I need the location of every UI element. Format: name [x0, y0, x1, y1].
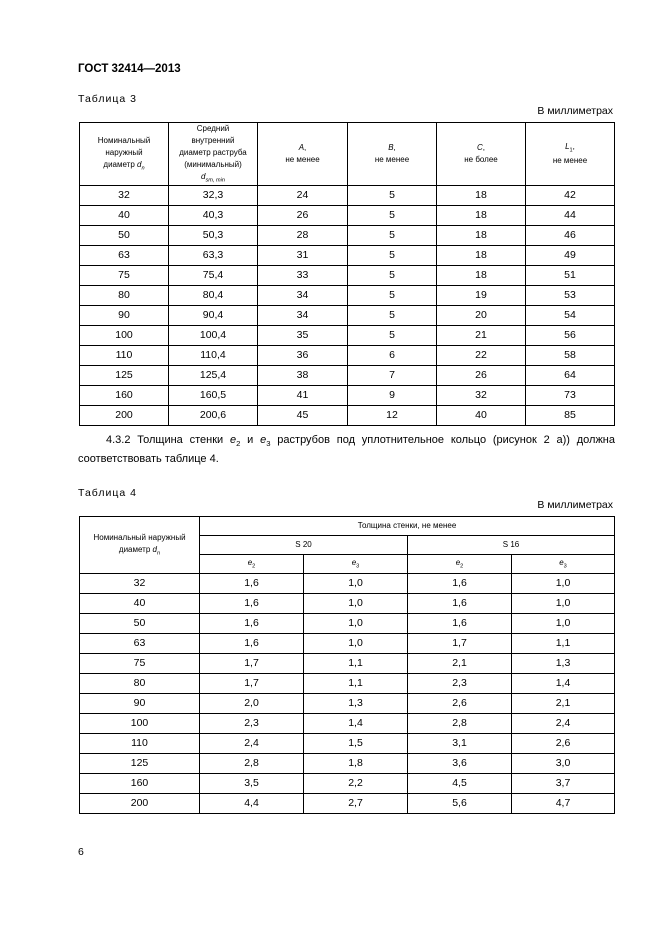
table-cell: 49 — [526, 245, 615, 265]
table4-body — [80, 574, 615, 814]
table-cell: 1,1 — [304, 654, 408, 674]
table-cell: 90 — [80, 694, 200, 714]
table-cell: 50 — [80, 225, 169, 245]
table-cell: 5 — [348, 265, 437, 285]
table-cell: 1,6 — [408, 594, 512, 614]
table-cell: 125 — [80, 365, 169, 385]
table4-caption: Таблица 4 — [78, 487, 137, 499]
table-row — [80, 734, 615, 754]
table-row — [80, 774, 615, 794]
table-cell: 1,0 — [512, 614, 615, 634]
table4-units: В миллиметрах — [537, 499, 613, 511]
table-cell: 1,6 — [408, 574, 512, 594]
table-row — [80, 225, 615, 245]
table-cell: 40 — [80, 594, 200, 614]
table4-header-thickness: Толщина стенки, не менее — [200, 517, 615, 536]
table-cell: 2,2 — [304, 774, 408, 794]
table-cell: 80 — [80, 674, 200, 694]
table-cell: 24 — [258, 185, 348, 205]
table-cell: 1,7 — [200, 674, 304, 694]
table-cell: 63,3 — [169, 245, 258, 265]
table-cell: 90,4 — [169, 305, 258, 325]
table3-units: В миллиметрах — [537, 105, 613, 117]
table-row — [80, 714, 615, 734]
table4-header-s20: S 20 — [200, 536, 408, 555]
table-cell: 1,6 — [200, 594, 304, 614]
table-cell: 7 — [348, 365, 437, 385]
table-cell: 2,6 — [408, 694, 512, 714]
table-cell: 1,8 — [304, 754, 408, 774]
table-cell: 54 — [526, 305, 615, 325]
table3-header-b: B, не менее — [348, 123, 437, 186]
table-cell: 2,7 — [304, 794, 408, 814]
table3-caption: Таблица 3 — [78, 93, 137, 105]
table-cell: 1,0 — [304, 594, 408, 614]
table-cell: 4,5 — [408, 774, 512, 794]
table-cell: 73 — [526, 385, 615, 405]
table-cell: 1,7 — [200, 654, 304, 674]
table4 — [79, 516, 615, 814]
table-cell: 5 — [348, 205, 437, 225]
table-cell: 1,3 — [304, 694, 408, 714]
table-cell: 3,7 — [512, 774, 615, 794]
table-cell: 56 — [526, 325, 615, 345]
table-cell: 75 — [80, 654, 200, 674]
table-cell: 38 — [258, 365, 348, 385]
table-cell: 2,1 — [408, 654, 512, 674]
table-cell: 125 — [80, 754, 200, 774]
table-cell: 63 — [80, 634, 200, 654]
table-cell: 5 — [348, 325, 437, 345]
table4-header-s16-e3: $e_3$ — [512, 555, 615, 574]
table-row — [80, 265, 615, 285]
table-cell: 18 — [437, 185, 526, 205]
table-cell: 26 — [437, 365, 526, 385]
table-cell: 160 — [80, 385, 169, 405]
paragraph-4-3-2: 4.3.2 Толщина стенки $e_2$ и $e_3$ раструбов под уплотнительное кольцо (рисунок 2 а)) должна соответствовать таблице 4. — [78, 434, 615, 465]
table-cell: 1,1 — [304, 674, 408, 694]
table-cell: 75 — [80, 265, 169, 285]
table-cell: 1,1 — [512, 634, 615, 654]
table-cell: 1,6 — [408, 614, 512, 634]
table-cell: 80 — [80, 285, 169, 305]
table-row — [80, 305, 615, 325]
table3-header-a: A, не менее — [258, 123, 348, 186]
table-cell: 18 — [437, 205, 526, 225]
table-cell: 6 — [348, 345, 437, 365]
table-cell: 26 — [258, 205, 348, 225]
table-row — [80, 185, 615, 205]
table-cell: 36 — [258, 345, 348, 365]
table-cell: 18 — [437, 265, 526, 285]
table-cell: 28 — [258, 225, 348, 245]
table-cell: 19 — [437, 285, 526, 305]
table-row — [80, 614, 615, 634]
table-cell: 1,0 — [304, 634, 408, 654]
table-row — [80, 245, 615, 265]
table-cell: 50,3 — [169, 225, 258, 245]
table-cell: 100 — [80, 325, 169, 345]
table4-header-s16-e2: $e_2$ — [408, 555, 512, 574]
table-cell: 3,0 — [512, 754, 615, 774]
table-row — [80, 754, 615, 774]
table-cell: 20 — [437, 305, 526, 325]
table3-header-dn: Номинальный наружный диаметр $d_n$ — [80, 123, 169, 186]
table-cell: 90 — [80, 305, 169, 325]
table-cell: 100 — [80, 714, 200, 734]
table-cell: 40 — [80, 205, 169, 225]
table-cell: 35 — [258, 325, 348, 345]
table-cell: 100,4 — [169, 325, 258, 345]
table-cell: 200 — [80, 405, 169, 425]
table-row — [80, 574, 615, 594]
table-cell: 1,0 — [512, 594, 615, 614]
table-cell: 4,4 — [200, 794, 304, 814]
table-cell: 45 — [258, 405, 348, 425]
table-cell: 110 — [80, 734, 200, 754]
table3-header-l1: $L_1$, не менее — [526, 123, 615, 186]
table-cell: 110 — [80, 345, 169, 365]
table-cell: 1,6 — [200, 574, 304, 594]
table4-header-s16: S 16 — [408, 536, 615, 555]
table-row — [80, 405, 615, 425]
table-cell: 44 — [526, 205, 615, 225]
table-cell: 160,5 — [169, 385, 258, 405]
table-cell: 160 — [80, 774, 200, 794]
table-cell: 1,4 — [304, 714, 408, 734]
table-cell: 63 — [80, 245, 169, 265]
table-cell: 18 — [437, 225, 526, 245]
table-cell: 34 — [258, 305, 348, 325]
table-row — [80, 285, 615, 305]
table-row — [80, 325, 615, 345]
table-cell: 5 — [348, 225, 437, 245]
table-cell: 1,5 — [304, 734, 408, 754]
table-row — [80, 654, 615, 674]
table-cell: 80,4 — [169, 285, 258, 305]
table-row — [80, 205, 615, 225]
table-cell: 31 — [258, 245, 348, 265]
table-cell: 1,3 — [512, 654, 615, 674]
table-cell: 33 — [258, 265, 348, 285]
table-cell: 40 — [437, 405, 526, 425]
table-cell: 1,0 — [304, 574, 408, 594]
table-cell: 3,5 — [200, 774, 304, 794]
table-cell: 2,1 — [512, 694, 615, 714]
table-cell: 5 — [348, 185, 437, 205]
table-cell: 46 — [526, 225, 615, 245]
table-cell: 125,4 — [169, 365, 258, 385]
table-cell: 2,6 — [512, 734, 615, 754]
table-cell: 9 — [348, 385, 437, 405]
table-cell: 32 — [437, 385, 526, 405]
table-cell: 32 — [80, 574, 200, 594]
table-row — [80, 634, 615, 654]
table3-header-c: C, не более — [437, 123, 526, 186]
table-cell: 21 — [437, 325, 526, 345]
table-cell: 2,4 — [200, 734, 304, 754]
table-cell: 75,4 — [169, 265, 258, 285]
table-cell: 200,6 — [169, 405, 258, 425]
table4-header-s20-e2: $e_2$ — [200, 555, 304, 574]
table-cell: 4,7 — [512, 794, 615, 814]
table-row — [80, 794, 615, 814]
table-cell: 5 — [348, 285, 437, 305]
page-number: 6 — [78, 846, 84, 858]
table-cell: 1,0 — [304, 614, 408, 634]
table-cell: 40,3 — [169, 205, 258, 225]
table-cell: 42 — [526, 185, 615, 205]
table-row — [80, 674, 615, 694]
table-cell: 32 — [80, 185, 169, 205]
table-cell: 58 — [526, 345, 615, 365]
table-cell: 22 — [437, 345, 526, 365]
table3-body — [80, 185, 615, 425]
table-cell: 110,4 — [169, 345, 258, 365]
table-row — [80, 345, 615, 365]
table4-header-dn: Номинальный наружный диаметр $d_n$ — [80, 517, 200, 574]
table-cell: 34 — [258, 285, 348, 305]
table-cell: 2,8 — [408, 714, 512, 734]
table-cell: 53 — [526, 285, 615, 305]
table-cell: 5 — [348, 245, 437, 265]
table-cell: 2,0 — [200, 694, 304, 714]
table-cell: 200 — [80, 794, 200, 814]
table-cell: 1,0 — [512, 574, 615, 594]
table3 — [79, 122, 615, 426]
table-cell: 32,3 — [169, 185, 258, 205]
table4-header-s20-e3: $e_3$ — [304, 555, 408, 574]
table-row — [80, 365, 615, 385]
table-row — [80, 385, 615, 405]
table-row — [80, 694, 615, 714]
table-cell: 1,6 — [200, 634, 304, 654]
table-cell: 41 — [258, 385, 348, 405]
table-cell: 1,7 — [408, 634, 512, 654]
table3-header-dsm: Средний внутренний диаметр раструба (минимальный) $d_{sm, min}$ — [169, 123, 258, 186]
table-cell: 1,6 — [200, 614, 304, 634]
table-cell: 5 — [348, 305, 437, 325]
table-cell: 18 — [437, 245, 526, 265]
table-cell: 51 — [526, 265, 615, 285]
table-cell: 5,6 — [408, 794, 512, 814]
table-cell: 2,3 — [408, 674, 512, 694]
table-cell: 64 — [526, 365, 615, 385]
table-cell: 3,1 — [408, 734, 512, 754]
table-cell: 1,4 — [512, 674, 615, 694]
table-cell: 50 — [80, 614, 200, 634]
table-cell: 85 — [526, 405, 615, 425]
table-cell: 2,4 — [512, 714, 615, 734]
table-cell: 12 — [348, 405, 437, 425]
document-header: ГОСТ 32414—2013 — [78, 63, 181, 75]
table-cell: 2,3 — [200, 714, 304, 734]
table-cell: 3,6 — [408, 754, 512, 774]
table-row — [80, 594, 615, 614]
table-cell: 2,8 — [200, 754, 304, 774]
